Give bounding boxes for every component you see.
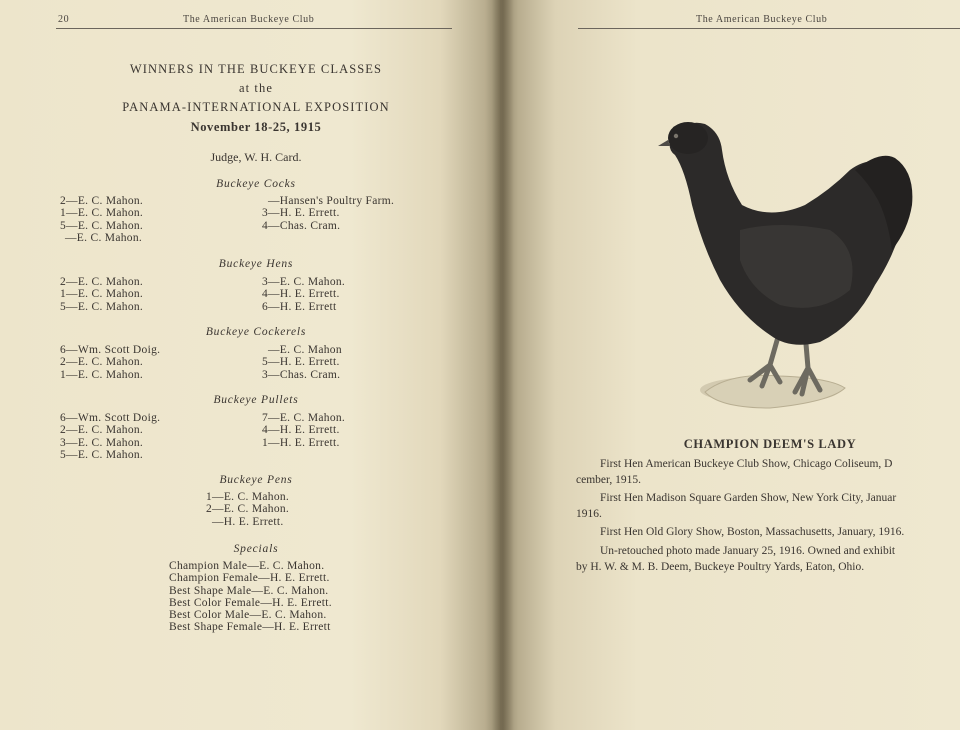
section-title-cocks: Buckeye Cocks [216, 178, 296, 190]
entry: 1—E. C. Mahon. [60, 207, 144, 220]
entry: 1—E. C. Mahon. [60, 288, 144, 301]
page-number: 20 [58, 14, 70, 25]
paragraph-line: First Hen American Buckeye Club Show, Chicago Coliseum, D [600, 458, 893, 470]
entry: —Hansen's Poultry Farm. [268, 195, 395, 207]
title-line-2: at the [238, 81, 274, 95]
paragraph-line: First Hen Madison Square Garden Show, New York City, Januar [600, 492, 897, 504]
paragraph-line: 1916. [576, 508, 602, 520]
paragraph-line: by H. W. & M. B. Deem, Buckeye Poultry Yards, Eaton, Ohio. [576, 561, 865, 573]
entry: 2—E. C. Mahon. [206, 503, 290, 516]
entry: 5—E. C. Mahon. [60, 300, 144, 313]
cockerels-col-2 [262, 344, 342, 381]
left-header-rule [56, 28, 452, 29]
paragraph-line: cember, 1915. [576, 474, 642, 486]
entry: 3—E. C. Mahon. [262, 276, 346, 288]
entry: —E. C. Mahon [268, 344, 342, 356]
caption-paragraph-2 [576, 490, 960, 522]
caption-title: CHAMPION DEEM'S LADY [683, 437, 857, 451]
caption-paragraph-4 [576, 543, 960, 575]
entry: Best Shape Female—H. E. Errett [169, 621, 331, 634]
title-line-4: November 18-25, 1915 [190, 120, 322, 134]
paragraph-line: Un-retouched photo made January 25, 1916. Owned and exhibit [600, 545, 896, 557]
section-title-pens: Buckeye Pens [219, 474, 293, 486]
section-title-specials: Specials [233, 543, 279, 555]
entry: 3—Chas. Cram. [262, 368, 341, 381]
entry: 6—Wm. Scott Doig. [60, 412, 161, 424]
entry: 4—H. E. Errett. [262, 288, 340, 301]
left-running-head: The American Buckeye Club [183, 14, 315, 25]
entry: 2—E. C. Mahon. [60, 195, 144, 207]
title-line-1: WINNERS IN THE BUCKEYE CLASSES [129, 62, 383, 76]
entry: 3—E. C. Mahon. [60, 436, 144, 449]
entry: —E. C. Mahon. [65, 231, 143, 244]
entry: 2—E. C. Mahon. [60, 276, 144, 288]
cocks-col-2 [262, 195, 394, 232]
cockerels-col-1 [60, 344, 160, 381]
entry: 1—E. C. Mahon. [206, 491, 290, 503]
entry: 4—Chas. Cram. [262, 219, 341, 232]
entry: 7—E. C. Mahon. [262, 412, 346, 424]
entry: Best Color Female—H. E. Errett. [169, 596, 332, 609]
entry: 2—E. C. Mahon. [60, 424, 144, 437]
entry: 4—H. E. Errett. [262, 424, 340, 437]
paragraph-line: First Hen Old Glory Show, Boston, Massachusetts, January, 1916. [600, 526, 905, 538]
hen-photo [630, 110, 920, 420]
section-title-pullets: Buckeye Pullets [213, 394, 299, 406]
section-title-hens: Buckeye Hens [218, 258, 294, 270]
right-running-head: The American Buckeye Club [696, 14, 828, 25]
caption-paragraph-3 [576, 524, 960, 540]
entry: —H. E. Errett. [212, 515, 284, 528]
entry: 6—H. E. Errett [262, 300, 337, 313]
right-header-rule [578, 28, 960, 29]
entry: 2—E. C. Mahon. [60, 356, 144, 369]
pens-col-1 [206, 491, 289, 528]
entry: 5—E. C. Mahon. [60, 219, 144, 232]
entry: 5—H. E. Errett. [262, 356, 340, 369]
specials-col [169, 560, 332, 634]
entry: 5—E. C. Mahon. [60, 448, 144, 461]
judge-line: Judge, W. H. Card. [210, 150, 302, 164]
cocks-col-1 [60, 195, 143, 244]
entry: Champion Male—E. C. Mahon. [169, 560, 325, 572]
section-title-cockerels: Buckeye Cockerels [205, 326, 307, 338]
caption-paragraph-1 [576, 456, 960, 488]
entry: 1—H. E. Errett. [262, 436, 340, 449]
entry: 1—E. C. Mahon. [60, 368, 144, 381]
book-gutter [492, 0, 514, 730]
hen-eye [674, 134, 678, 138]
hen-beak [658, 140, 670, 146]
pullets-col-2 [262, 412, 345, 449]
title-line-3: PANAMA-INTERNATIONAL EXPOSITION [122, 100, 390, 114]
pullets-col-1 [60, 412, 160, 461]
hen-head [668, 122, 708, 154]
entry: Best Color Male—E. C. Mahon. [169, 609, 327, 622]
entry: Champion Female—H. E. Errett. [169, 572, 330, 585]
hens-col-1 [60, 276, 143, 313]
entry: 3—H. E. Errett. [262, 207, 340, 220]
hens-col-2 [262, 276, 345, 313]
entry: 6—Wm. Scott Doig. [60, 344, 161, 356]
entry: Best Shape Male—E. C. Mahon. [169, 584, 329, 597]
